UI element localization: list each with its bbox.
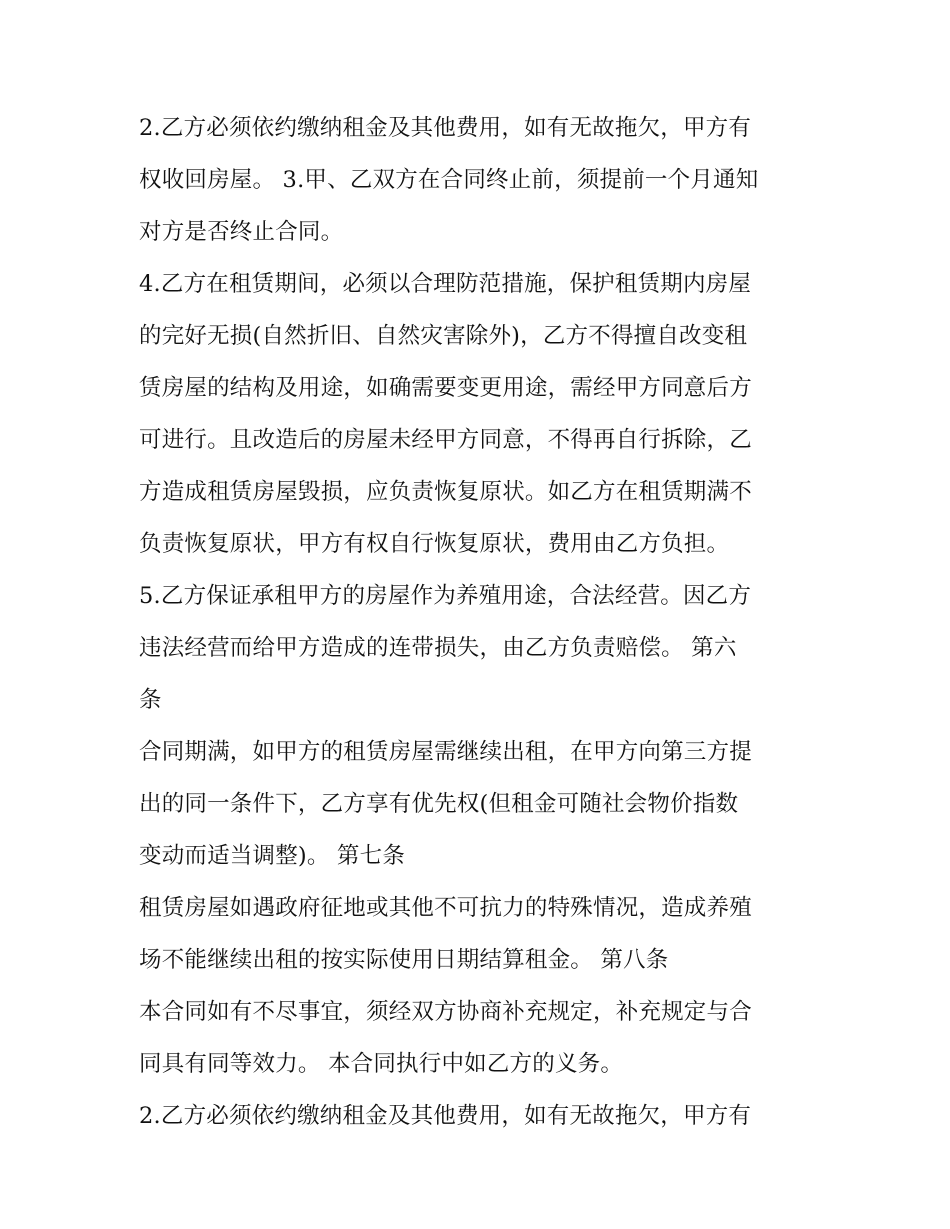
text-line: 场不能继续出租的按实际使用日期结算租金。 第八条: [139, 947, 669, 973]
text-line: 本合同如有不尽事宜，须经双方协商补充规定，补充规定与合: [139, 999, 752, 1025]
text-line: 违法经营而给甲方造成的连带损失，由乙方负责赔偿。 第六: [139, 635, 737, 661]
text-line: 变动而适当调整)。 第七条: [139, 843, 406, 869]
text-line: 同具有同等效力。 本合同执行中如乙方的义务。: [139, 1051, 624, 1077]
text-line: 对方是否终止合同。: [139, 219, 344, 245]
text-line: 赁房屋的结构及用途，如确需要变更用途，需经甲方同意后方: [139, 375, 752, 401]
text-line: 2.乙方必须依约缴纳租金及其他费用，如有无故拖欠，甲方有: [139, 1103, 752, 1129]
text-line: 条: [139, 687, 162, 713]
text-line: 合同期满，如甲方的租赁房屋需继续出租，在甲方向第三方提: [139, 739, 752, 765]
text-line: 5.乙方保证承租甲方的房屋作为养殖用途，合法经营。因乙方: [139, 583, 752, 609]
text-line: 方造成租赁房屋毁损，应负责恢复原状。如乙方在租赁期满不: [139, 479, 752, 505]
text-line: 2.乙方必须依约缴纳租金及其他费用，如有无故拖欠，甲方有: [139, 115, 752, 141]
text-line: 4.乙方在租赁期间，必须以合理防范措施，保护租赁期内房屋: [139, 271, 752, 297]
text-line: 租赁房屋如遇政府征地或其他不可抗力的特殊情况，造成养殖: [139, 895, 752, 921]
text-line: 可进行。且改造后的房屋未经甲方同意，不得再自行拆除，乙: [139, 427, 752, 453]
text-line: 的完好无损(自然折旧、自然灾害除外)，乙方不得擅自改变租: [139, 323, 748, 349]
text-line: 负责恢复原状，甲方有权自行恢复原状，费用由乙方负担。: [139, 531, 730, 557]
text-line: 出的同一条件下，乙方享有优先权(但租金可随社会物价指数: [139, 791, 739, 817]
text-line: 权收回房屋。 3.甲、乙双方在合同终止前，须提前一个月通知: [139, 167, 759, 193]
